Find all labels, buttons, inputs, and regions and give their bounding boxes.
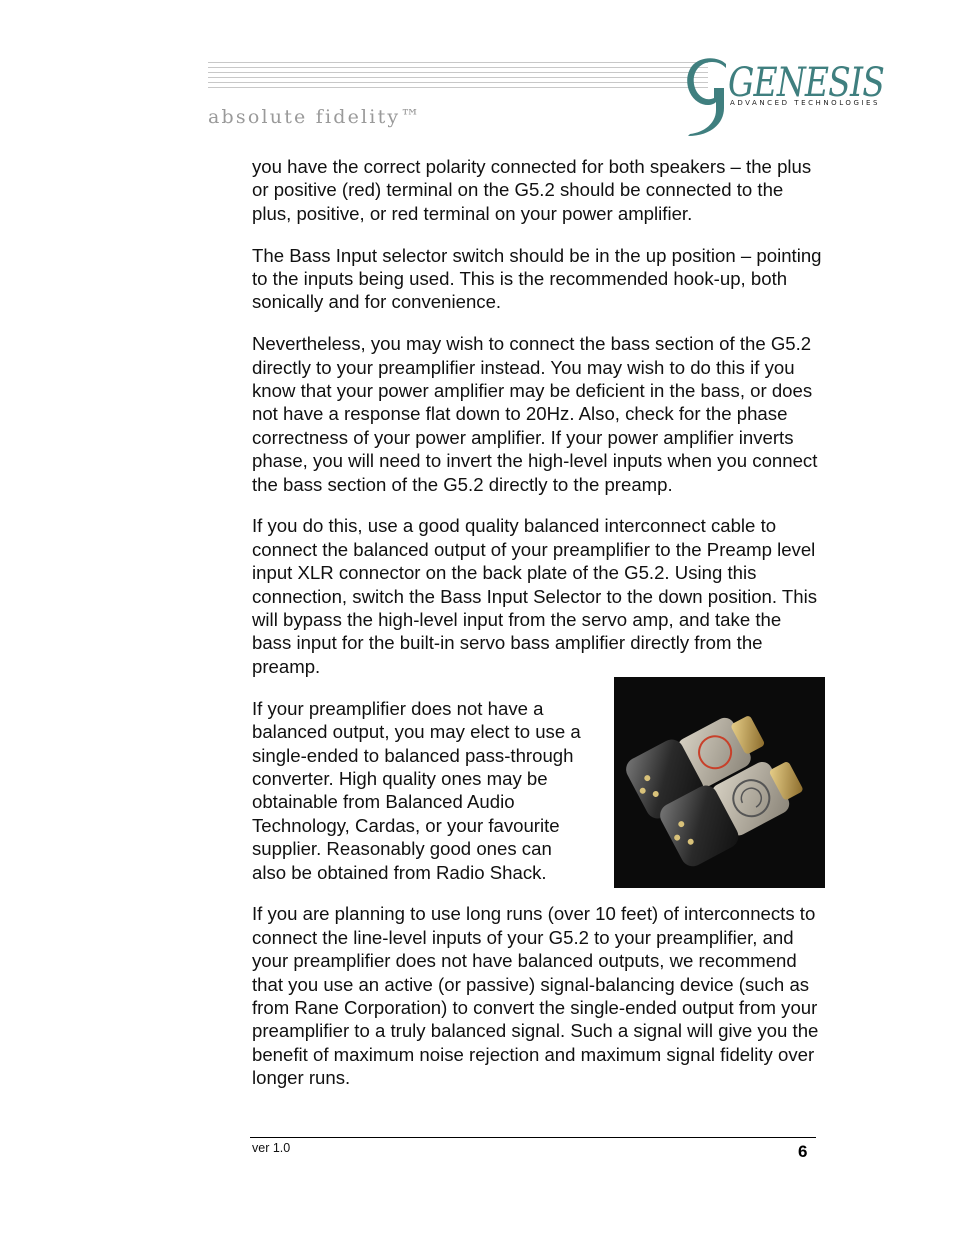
paragraph-converter: If your preamplifier does not have a balanced output, you may elect to use a single-ended to balanced pass-through converter. High quality ones may be obtainable from Balanced Audio Technology, Cardas, or your favourite supplier. Reasonably good ones can also be obtained from Radio Shack. [252,697,581,883]
xlr-connector-photo [614,677,825,888]
paragraph-bass-input-selector: The Bass Input selector switch should be in the up position – pointing to the inputs being used. This is the recommended hook-up, both sonically and for convenience. [252,244,822,313]
tagline: absolute fidelity™ [208,106,422,128]
logo-wordmark: GENESIS [728,60,884,106]
header-rule-lines [208,60,708,100]
logo-subtitle: ADVANCED TECHNOLOGIES [730,98,880,107]
paragraph-polarity: you have the correct polarity connected for both speakers – the plus or positive (red) terminal on the G5.2 should be connected to the plus, positive, or red terminal on your power amplifier. [252,156,812,224]
paragraph-long-runs: If you are planning to use long runs (over 10 feet) of interconnects to connect the line-level inputs of your G5.2 to your preamplifier, and your preamplifier does not have balanced outputs, we recommend that you use an active (or passive) signal-balancing device (such as from Rane Corporation) to convert the single-ended output from your preamplifier to a truly balanced signal. Such a signal will give you the benefit of maximum noise rejection and maximum signal fidelity over longer runs. [252,903,819,1089]
genesis-logo [676,52,890,140]
footer-version: ver 1.0 [252,1141,291,1155]
footer-rule [250,1137,816,1138]
page-number: 6 [798,1142,808,1161]
paragraph-balanced-cable: If you do this, use a good quality balanced interconnect cable to connect the balanced output of your preamplifier to the Preamp level input XLR connector on the back plate of the G5.2. Using this connection, switch the Bass Input Selector to the down position. This will bypass the high-level input from the servo amp, and take the bass input for the built-in servo bass amplifier directly from the preamp. [252,515,818,677]
paragraph-direct-preamp: Nevertheless, you may wish to connect the bass section of the G5.2 directly to your preamplifier instead. You may wish to do this if you know that your power amplifier may be deficient in the bass, or does not have a response flat down to 20Hz. Also, check for the phase correctness of your power amplifier. If your power amplifier inverts phase, you will need to invert the high-level inputs when you connect the bass section of the G5.2 directly to the preamp. [252,333,818,495]
body-text [252,155,824,1108]
